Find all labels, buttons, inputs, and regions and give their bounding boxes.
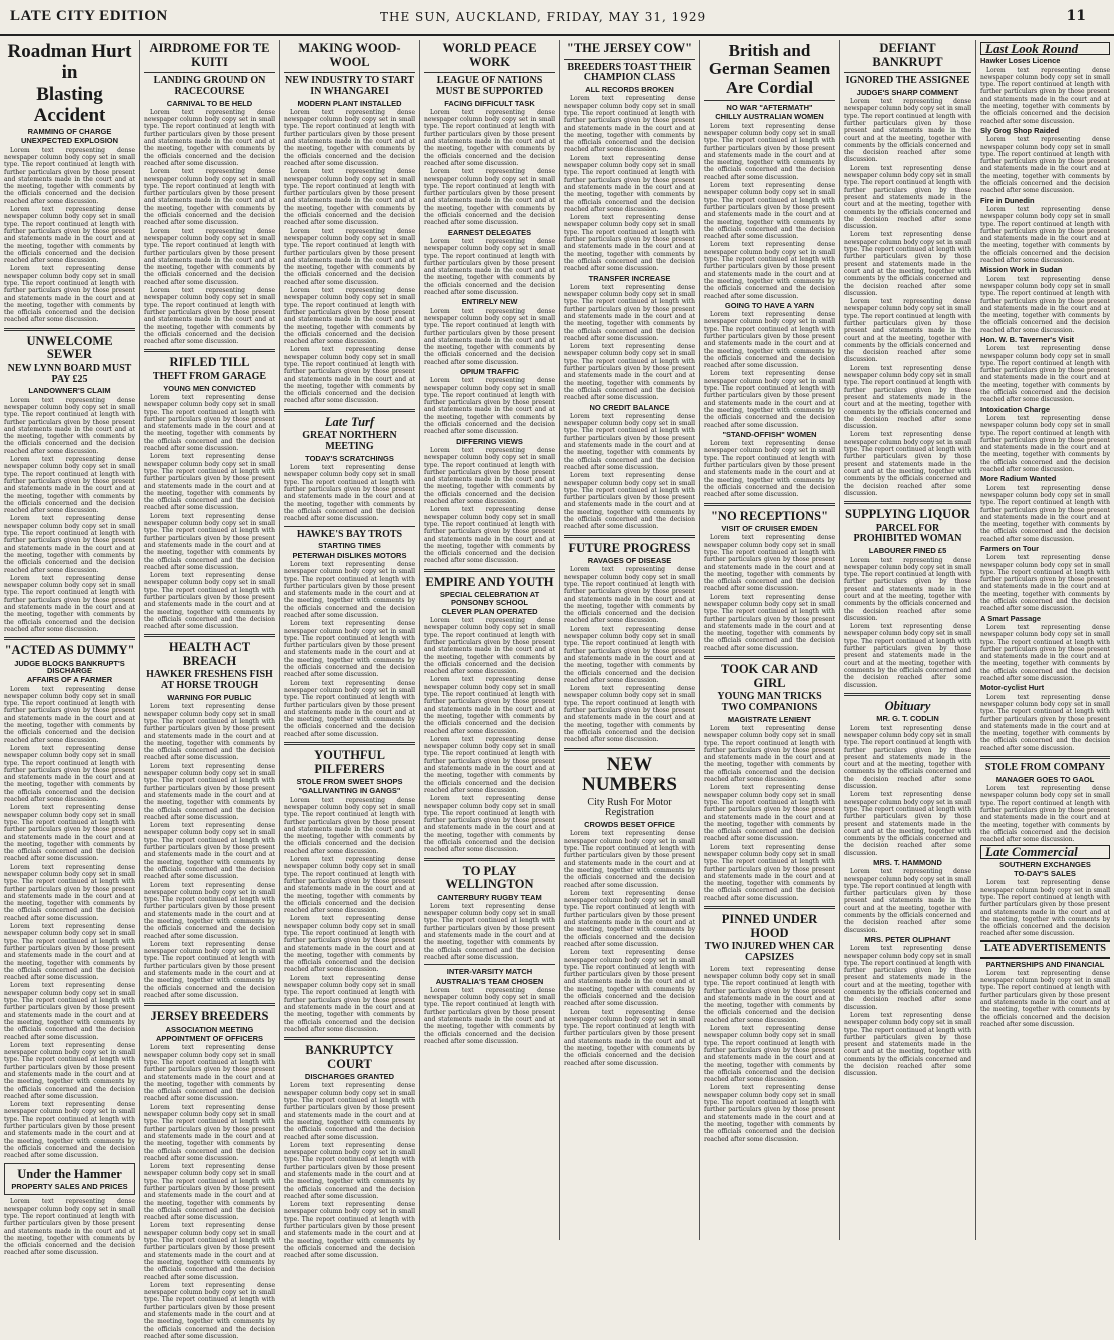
subheading: TRANSFER INCREASE xyxy=(588,273,671,283)
subheading: CARNIVAL TO BE HELD xyxy=(166,98,253,108)
article-text: Lorem text representing dense newspaper column body copy set in small type. The report continued at length with further particulars given by those present and statements made in the court and at the meeting, together with comments by the officials concerned and the decision reached after some discussion. xyxy=(424,108,555,167)
subheading: Hawker Loses Licence xyxy=(980,56,1061,66)
headline: HAWKE'S BAY TROTS xyxy=(296,528,403,540)
article-text: Lorem text representing dense newspaper column body copy set in small type. The report continued at length with further particulars given by those present and statements made in the court and at the meeting, together with comments by the officials concerned and the decision reached after some discussion. xyxy=(844,164,971,231)
article-text: Lorem text representing dense newspaper column body copy set in small type. The report continued at length with further particulars given by those present and statements made in the court and at the meeting, together with comments by the officials concerned and the decision reached after some discussion. xyxy=(704,440,835,499)
article-text: Lorem text representing dense newspaper column body copy set in small type. The report continued at length with further particulars given by those present and statements made in the court and at the meeting, together with comments by the officials concerned and the decision reached after some discussion. xyxy=(564,889,695,948)
article-text: Lorem text representing dense newspaper column body copy set in small type. The report continued at length with further particulars given by those present and statements made in the court and at the meeting, together with comments by the officials concerned and the decision reached after some discussion. xyxy=(844,556,971,622)
article-text: Lorem text representing dense newspaper column body copy set in small type. The report continued at length with further particulars given by those present and statements made in the court and at the meeting, together with comments by the officials concerned and the decision reached after some discussion. xyxy=(424,506,555,565)
headline: "ACTED AS DUMMY" xyxy=(4,643,135,658)
subheading: PETERWAH DISLIKES MOTORS xyxy=(292,550,407,560)
subheading: A Smart Passage xyxy=(980,613,1042,623)
subheading: CANTERBURY RUGBY TEAM xyxy=(437,892,542,902)
column-4 xyxy=(420,40,560,1240)
headline: IGNORED THE ASSIGNEE xyxy=(845,75,970,86)
subheading: Farmers on Tour xyxy=(980,544,1040,553)
subheading: CROWDS BESET OFFICE xyxy=(584,820,675,830)
article-text: Lorem text representing dense newspaper column body copy set in small type. The report continued at length with further particulars given by those present and statements made in the court and at the meeting, together with comments by the officials concerned and the decision reached after some discussion. xyxy=(284,856,415,915)
article-text: Lorem text representing dense newspaper column body copy set in small type. The report continued at length with further particulars given by those present and statements made in the court and at the meeting, together with comments by the officials concerned and the decision reached after some discussion. xyxy=(704,843,835,902)
article-text: Lorem text representing dense newspaper column body copy set in small type. The report continued at length with further particulars given by those present and statements made in the court and at the meeting, together with comments by the officials concerned and the decision reached after some discussion. xyxy=(424,795,555,854)
headline: GREAT NORTHERN MEETING xyxy=(302,430,397,453)
article-text: Lorem text representing dense newspaper column body copy set in small type. The report continued at length with further particulars given by those present and statements made in the court and at the meeting, together with comments by the officials concerned and the decision reached after some discussion. xyxy=(844,298,971,364)
headline: MAKING WOOD-WOOL xyxy=(298,41,401,69)
column-2 xyxy=(140,40,280,1340)
article-text: Lorem text representing dense newspaper column body copy set in small type. The report continued at length with further particulars given by those present and statements made in the court and at the meeting, together with comments by the officials concerned and the decision reached after some discussion. xyxy=(704,1084,835,1143)
headline: HEALTH ACT BREACH xyxy=(168,640,251,668)
article-text: Lorem text representing dense newspaper column body copy set in small type. The report continued at length with further particulars given by those present and statements made in the court and at the meeting, together with comments by the officials concerned and the decision reached after some discussion. xyxy=(424,735,555,794)
article-text: Lorem text representing dense newspaper column body copy set in small type. The report continued at length with further particulars given by those present and statements made in the court and at the meeting, together with comments by the officials concerned and the decision reached after some discussion. xyxy=(4,685,135,744)
article-text: Lorem text representing dense newspaper column body copy set in small type. The report continued at length with further particulars given by those present and statements made in the court and at the meeting, together with comments by the officials concerned and the decision reached after some discussion. xyxy=(844,945,971,1011)
article-text: Lorem text representing dense newspaper column body copy set in small type. The report continued at length with further particulars given by those present and statements made in the court and at the meeting, together with comments by the officials concerned and the decision reached after some discussion. xyxy=(284,915,415,974)
subheading: FACING DIFFICULT TASK xyxy=(444,98,535,108)
subheading: APPOINTMENT OF OFFICERS xyxy=(155,1034,264,1044)
headline: HAWKER FRESHENS FISH AT HORSE TROUGH xyxy=(146,669,273,692)
article-text: Lorem text representing dense newspaper column body copy set in small type. The report continued at length with further particulars given by those present and statements made in the court and at the meeting, together with comments by the officials concerned and the decision reached after some discussion. xyxy=(704,534,835,593)
subheading: NO WAR "AFTERMATH" xyxy=(726,103,813,113)
subheading: LABOURER FINED £5 xyxy=(868,546,947,556)
article-text: Lorem text representing dense newspaper column body copy set in small type. The report continued at length with further particulars given by those present and statements made in the court and at the meeting, together with comments by the officials concerned and the decision reached after some discussion. xyxy=(284,287,415,346)
headline: "THE JERSEY COW" xyxy=(566,41,693,55)
section-heading: Obituary xyxy=(884,698,931,713)
article-text: Lorem text representing dense newspaper column body copy set in small type. The report continued at length with further particulars given by those present and statements made in the court and at the meeting, together with comments by the officials concerned and the decision reached after some discussion. xyxy=(980,879,1110,938)
article-text: Lorem text representing dense newspaper column body copy set in small type. The report continued at length with further particulars given by those present and statements made in the court and at the meeting, together with comments by the officials concerned and the decision reached after some discussion. xyxy=(4,744,135,804)
article-text: Lorem text representing dense newspaper column body copy set in small type. The report continued at length with further particulars given by those present and statements made in the court and at the meeting, together with comments by the officials concerned and the decision reached after some discussion. xyxy=(4,982,135,1041)
subheading: VISIT OF CRUISER EMDEN xyxy=(721,524,818,534)
subheading: STARTING TIMES xyxy=(318,541,381,551)
subheading: MRS. PETER OLIPHANT xyxy=(864,934,951,944)
page-number: 11 xyxy=(1066,8,1086,24)
article-text: Lorem text representing dense newspaper column body copy set in small type. The report continued at length with further particulars given by those present and statements made in the court and at the meeting, together with comments by the officials concerned and the decision reached after some discussion. xyxy=(564,412,695,471)
column-7 xyxy=(840,40,976,1240)
article-text: Lorem text representing dense newspaper column body copy set in small type. The report continued at length with further particulars given by those present and statements made in the court and at the meeting, together with comments by the officials concerned and the decision reached after some discussion. xyxy=(144,1103,275,1162)
article-text: Lorem text representing dense newspaper column body copy set in small type. The report continued at length with further particulars given by those present and statements made in the court and at the meeting, together with comments by the officials concerned and the decision reached after some discussion. xyxy=(844,1011,971,1078)
article-text: Lorem text representing dense newspaper column body copy set in small type. The report continued at length with further particulars given by those present and statements made in the court and at the meeting, together with comments by the officials concerned and the decision reached after some discussion. xyxy=(144,1044,275,1103)
subheading: MAGISTRATE LENIENT xyxy=(727,714,812,724)
article-text: Lorem text representing dense newspaper column body copy set in small type. The report continued at length with further particulars given by those present and statements made in the court and at the meeting, together with comments by the officials concerned and the decision reached after some discussion. xyxy=(980,554,1110,613)
article-text: Lorem text representing dense newspaper column body copy set in small type. The report continued at length with further particulars given by those present and statements made in the court and at the meeting, together with comments by the officials concerned and the decision reached after some discussion. xyxy=(424,676,555,735)
article-text: Lorem text representing dense newspaper column body copy set in small type. The report continued at length with further particulars given by those present and statements made in the court and at the meeting, together with comments by the officials concerned and the decision reached after some discussion. xyxy=(144,940,275,999)
article-text: Lorem text representing dense newspaper column body copy set in small type. The report continued at length with further particulars given by those present and statements made in the court and at the meeting, together with comments by the officials concerned and the decision reached after some discussion. xyxy=(980,136,1110,195)
article-text: Lorem text representing dense newspaper column body copy set in small type. The report continued at length with further particulars given by those present and statements made in the court and at the meeting, together with comments by the officials concerned and the decision reached after some discussion. xyxy=(564,214,695,273)
article-text: Lorem text representing dense newspaper column body copy set in small type. The report continued at length with further particulars given by those present and statements made in the court and at the meeting, together with comments by the officials concerned and the decision reached after some discussion. xyxy=(284,974,415,1033)
subheading: MRS. T. HAMMOND xyxy=(873,858,942,867)
article-text: Lorem text representing dense newspaper column body copy set in small type. The report continued at length with further particulars given by those present and statements made in the court and at the meeting, together with comments by the officials concerned and the decision reached after some discussion. xyxy=(284,1082,415,1141)
paper-title-date: THE SUN, AUCKLAND, FRIDAY, MAY 31, 1929 xyxy=(380,10,707,24)
article-text: Lorem text representing dense newspaper column body copy set in small type. The report continued at length with further particulars given by those present and statements made in the court and at the meeting, together with comments by the officials concerned and the decision reached after some discussion. xyxy=(704,965,835,1024)
article-text: Lorem text representing dense newspaper column body copy set in small type. The report continued at length with further particulars given by those present and statements made in the court and at the meeting, together with comments by the officials concerned and the decision reached after some discussion. xyxy=(980,205,1110,265)
article-text: Lorem text representing dense newspaper column body copy set in small type. The report continued at length with further particulars given by those present and statements made in the court and at the meeting, together with comments by the officials concerned and the decision reached after some discussion. xyxy=(4,863,135,922)
subheading: Motor-cyclist Hurt xyxy=(980,683,1045,693)
article-text: Lorem text representing dense newspaper column body copy set in small type. The report continued at length with further particulars given by those present and statements made in the court and at the meeting, together with comments by the officials concerned and the decision reached after some discussion. xyxy=(4,574,135,633)
article-text: Lorem text representing dense newspaper column body copy set in small type. The report continued at length with further particulars given by those present and statements made in the court and at the meeting, together with comments by the officials concerned and the decision reached after some discussion. xyxy=(980,623,1110,683)
article-text: Lorem text representing dense newspaper column body copy set in small type. The report continued at length with further particulars given by those present and statements made in the court and at the meeting, together with comments by the officials concerned and the decision reached after some discussion. xyxy=(144,287,275,346)
headline: YOUNG MAN TRICKS TWO COMPANIONS xyxy=(717,691,822,713)
subheading: NO CREDIT BALANCE xyxy=(589,402,670,412)
subheading: MANAGER GOES TO GAOL xyxy=(995,774,1095,784)
article-text: Lorem text representing dense newspaper column body copy set in small type. The report continued at length with further particulars given by those present and statements made in the court and at the meeting, together with comments by the officials concerned and the decision reached after some discussion. xyxy=(144,762,275,821)
subheading: DIFFERING VIEWS xyxy=(456,436,523,446)
column-1 xyxy=(0,40,140,1257)
article-text: Lorem text representing dense newspaper column body copy set in small type. The report continued at length with further particulars given by those present and statements made in the court and at the meeting, together with comments by the officials concerned and the decision reached after some discussion. xyxy=(704,1025,835,1084)
article-text: Lorem text representing dense newspaper column body copy set in small type. The report continued at length with further particulars given by those present and statements made in the court and at the meeting, together with comments by the officials concerned and the decision reached after some discussion. xyxy=(564,1008,695,1067)
article-text: Lorem text representing dense newspaper column body copy set in small type. The report continued at length with further particulars given by those present and statements made in the court and at the meeting, together with comments by the officials concerned and the decision reached after some discussion. xyxy=(144,512,275,571)
subheading: EARNEST DELEGATES xyxy=(447,227,532,237)
headline: STOLE FROM COMPANY xyxy=(984,762,1106,774)
article-text: Lorem text representing dense newspaper column body copy set in small type. The report continued at length with further particulars given by those present and statements made in the court and at the meeting, together with comments by the officials concerned and the decision reached after some discussion. xyxy=(144,572,275,631)
subheading: MR. G. T. CODLIN xyxy=(876,714,939,724)
section-heading: Late Turf xyxy=(324,414,375,429)
article-text: Lorem text representing dense newspaper column body copy set in small type. The report continued at length with further particulars given by those present and statements made in the court and at the meeting, together with comments by the officials concerned and the decision reached after some discussion. xyxy=(844,431,971,497)
article-text: Lorem text representing dense newspaper column body copy set in small type. The report continued at length with further particulars given by those present and statements made in the court and at the meeting, together with comments by the officials concerned and the decision reached after some discussion. xyxy=(564,685,695,744)
headline: British and German Seamen Are Cordial xyxy=(708,41,831,97)
article-text: Lorem text representing dense newspaper column body copy set in small type. The report continued at length with further particulars given by those present and statements made in the court and at the meeting, together with comments by the officials concerned and the decision reached after some discussion. xyxy=(704,724,835,784)
article-text: Lorem text representing dense newspaper column body copy set in small type. The report continued at length with further particulars given by those present and statements made in the court and at the meeting, together with comments by the officials concerned and the decision reached after some discussion. xyxy=(980,414,1110,474)
headline: TOOK CAR AND GIRL xyxy=(720,662,818,690)
article-text: Lorem text representing dense newspaper column body copy set in small type. The report continued at length with further particulars given by those present and statements made in the court and at the meeting, together with comments by the officials concerned and the decision reached after some discussion. xyxy=(704,593,835,652)
article-text: Lorem text representing dense newspaper column body copy set in small type. The report continued at length with further particulars given by those present and statements made in the court and at the meeting, together with comments by the officials concerned and the decision reached after some discussion. xyxy=(144,453,275,512)
article-text: Lorem text representing dense newspaper column body copy set in small type. The report continued at length with further particulars given by those present and statements made in the court and at the meeting, together with comments by the officials concerned and the decision reached after some discussion. xyxy=(4,456,135,515)
headline: TO PLAY WELLINGTON xyxy=(445,863,534,892)
headline: BREEDERS TOAST THEIR CHAMPION CLASS xyxy=(567,61,692,84)
article-text: Lorem text representing dense newspaper column body copy set in small type. The report continued at length with further particulars given by those present and statements made in the court and at the meeting, together with comments by the officials concerned and the decision reached after some discussion. xyxy=(4,515,135,574)
subheading: PARTNERSHIPS AND FINANCIAL xyxy=(985,959,1105,969)
subheading: CHILLY AUSTRALIAN WOMEN xyxy=(715,112,824,122)
article-text: Lorem text representing dense newspaper column body copy set in small type. The report continued at length with further particulars given by those present and statements made in the court and at the meeting, together with comments by the officials concerned and the decision reached after some discussion. xyxy=(980,693,1110,752)
article-text: Lorem text representing dense newspaper column body copy set in small type. The report continued at length with further particulars given by those present and statements made in the court and at the meeting, together with comments by the officials concerned and the decision reached after some discussion. xyxy=(284,1201,415,1260)
subheading: Intoxication Charge xyxy=(980,404,1051,414)
article-text: Lorem text representing dense newspaper column body copy set in small type. The report continued at length with further particulars given by those present and statements made in the court and at the meeting, together with comments by the officials concerned and the decision reached after some discussion. xyxy=(564,566,695,625)
article-text: Lorem text representing dense newspaper column body copy set in small type. The report continued at length with further particulars given by those present and statements made in the court and at the meeting, together with comments by the officials concerned and the decision reached after some discussion. xyxy=(564,949,695,1008)
headline: UNWELCOME SEWER xyxy=(26,333,113,362)
headline: LANDING GROUND ON RACECOURSE xyxy=(153,75,266,97)
article-text: Lorem text representing dense newspaper column body copy set in small type. The report continued at length with further particulars given by those present and statements made in the court and at the meeting, together with comments by the officials concerned and the decision reached after some discussion. xyxy=(4,206,135,265)
headline: Roadman Hurt in xyxy=(7,41,132,83)
column-3 xyxy=(280,40,420,1260)
headline: "NO RECEPTIONS" xyxy=(710,508,829,523)
article-text: Lorem text representing dense newspaper column body copy set in small type. The report continued at length with further particulars given by those present and statements made in the court and at the meeting, together with comments by the officials concerned and the decision reached after some discussion. xyxy=(4,1101,135,1160)
headline: TWO INJURED WHEN CAR CAPSIZES xyxy=(704,941,835,963)
article-text: Lorem text representing dense newspaper column body copy set in small type. The report continued at length with further particulars given by those present and statements made in the court and at the meeting, together with comments by the officials concerned and the decision reached after some discussion. xyxy=(4,923,135,982)
headline: LEAGUE OF NATIONS MUST BE SUPPORTED xyxy=(435,75,544,97)
article-text: Lorem text representing dense newspaper column body copy set in small type. The report continued at length with further particulars given by those present and statements made in the court and at the meeting, together with comments by the officials concerned and the decision reached after some discussion. xyxy=(424,902,555,961)
article-text: Lorem text representing dense newspaper column body copy set in small type. The report continued at length with further particulars given by those present and statements made in the court and at the meeting, together with comments by the officials concerned and the decision reached after some discussion. xyxy=(4,1041,135,1100)
subheading: GOING TO HAVE A YARN xyxy=(724,300,815,310)
article-text: Lorem text representing dense newspaper column body copy set in small type. The report continued at length with further particulars given by those present and statements made in the court and at the meeting, together with comments by the officials concerned and the decision reached after some discussion. xyxy=(704,182,835,241)
headline: EMPIRE AND YOUTH xyxy=(425,574,554,589)
article-text: Lorem text representing dense newspaper column body copy set in small type. The report continued at length with further particulars given by those present and statements made in the court and at the meeting, together with comments by the officials concerned and the decision reached after some discussion. xyxy=(704,311,835,370)
section-heading: Last Look Round xyxy=(980,42,1110,55)
subheading: MODERN PLANT INSTALLED xyxy=(297,98,402,108)
article-text: Lorem text representing dense newspaper column body copy set in small type. The report continued at length with further particulars given by those present and statements made in the court and at the meeting, together with comments by the officials concerned and the decision reached after some discussion. xyxy=(144,1163,275,1222)
headline: RIFLED TILL xyxy=(169,355,250,370)
subheading: JUDGE BLOCKS BANKRUPT'S DISCHARGE xyxy=(14,658,125,675)
subheading: SOUTHERN EXCHANGES xyxy=(999,859,1091,869)
section-heading: Under the Hammer xyxy=(17,1166,122,1181)
article-text: Lorem text representing dense newspaper column body copy set in small type. The report continued at length with further particulars given by those present and statements made in the court and at the meeting, together with comments by the officials concerned and the decision reached after some discussion. xyxy=(4,146,135,205)
article-text: Lorem text representing dense newspaper column body copy set in small type. The report continued at length with further particulars given by those present and statements made in the court and at the meeting, together with comments by the officials concerned and the decision reached after some discussion. xyxy=(844,791,971,857)
article-text: Lorem text representing dense newspaper column body copy set in small type. The report continued at length with further particulars given by those present and statements made in the court and at the meeting, together with comments by the officials concerned and the decision reached after some discussion. xyxy=(4,1198,135,1257)
article-text: Lorem text representing dense newspaper column body copy set in small type. The report continued at length with further particulars given by those present and statements made in the court and at the meeting, together with comments by the officials concerned and the decision reached after some discussion. xyxy=(424,377,555,436)
subheading: ALL RECORDS BROKEN xyxy=(585,85,674,95)
headline: SUPPLYING LIQUOR xyxy=(845,507,970,522)
article-text: Lorem text representing dense newspaper column body copy set in small type. The report continued at length with further particulars given by those present and statements made in the court and at the meeting, together with comments by the officials concerned and the decision reached after some discussion. xyxy=(844,231,971,297)
subheading: INTER-VARSITY MATCH xyxy=(446,967,533,977)
headline: JERSEY BREEDERS xyxy=(150,1009,269,1024)
subheading: Fire in Dunedin xyxy=(980,195,1035,205)
headline: Blasting Accident xyxy=(33,84,106,126)
article-text: Lorem text representing dense newspaper column body copy set in small type. The report continued at length with further particulars given by those present and statements made in the court and at the meeting, together with comments by the officials concerned and the decision reached after some discussion. xyxy=(144,393,275,453)
article-text: Lorem text representing dense newspaper column body copy set in small type. The report continued at length with further particulars given by those present and statements made in the court and at the meeting, together with comments by the officials concerned and the decision reached after some discussion. xyxy=(424,168,555,227)
article-text: Lorem text representing dense newspaper column body copy set in small type. The report continued at length with further particulars given by those present and statements made in the court and at the meeting, together with comments by the officials concerned and the decision reached after some discussion. xyxy=(980,345,1110,404)
article-text: Lorem text representing dense newspaper column body copy set in small type. The report continued at length with further particulars given by those present and statements made in the court and at the meeting, together with comments by the officials concerned and the decision reached after some discussion. xyxy=(844,623,971,689)
headline: THEFT FROM GARAGE xyxy=(152,370,267,382)
subheading: More Radium Wanted xyxy=(980,474,1057,484)
headline: DEFIANT BANKRUPT xyxy=(872,41,943,69)
headline: NEW INDUSTRY TO START IN WHANGAREI xyxy=(284,75,415,97)
article-text: Lorem text representing dense newspaper column body copy set in small type. The report continued at length with further particulars given by those present and statements made in the court and at the meeting, together with comments by the officials concerned and the decision reached after some discussion. xyxy=(284,560,415,619)
headline: BANKRUPTCY COURT xyxy=(305,1043,394,1071)
subheading: SPECIAL CELEBRATION AT PONSONBY SCHOOL xyxy=(439,590,540,607)
subheading: JUDGE'S SHARP COMMENT xyxy=(856,87,959,97)
article-text: Lorem text representing dense newspaper column body copy set in small type. The report continued at length with further particulars given by those present and statements made in the court and at the meeting, together with comments by the officials concerned and the decision reached after some discussion. xyxy=(144,168,275,227)
article-text: Lorem text representing dense newspaper column body copy set in small type. The report continued at length with further particulars given by those present and statements made in the court and at the meeting, together with comments by the officials concerned and the decision reached after some discussion. xyxy=(564,343,695,402)
article-text: Lorem text representing dense newspaper column body copy set in small type. The report continued at length with further particulars given by those present and statements made in the court and at the meeting, together with comments by the officials concerned and the decision reached after some discussion. xyxy=(284,796,415,855)
article-text: Lorem text representing dense newspaper column body copy set in small type. The report continued at length with further particulars given by those present and statements made in the court and at the meeting, together with comments by the officials concerned and the decision reached after some discussion. xyxy=(704,241,835,300)
article-text: Lorem text representing dense newspaper column body copy set in small type. The report continued at length with further particulars given by those present and statements made in the court and at the meeting, together with comments by the officials concerned and the decision reached after some discussion. xyxy=(844,724,971,791)
article-text: Lorem text representing dense newspaper column body copy set in small type. The report continued at length with further particulars given by those present and statements made in the court and at the meeting, together with comments by the officials concerned and the decision reached after some discussion. xyxy=(424,307,555,366)
subheading: Hon. W. B. Taverner's Visit xyxy=(980,334,1075,344)
subheading: STOLE FROM SWEET SHOPS xyxy=(296,777,403,787)
article-text: Lorem text representing dense newspaper column body copy set in small type. The report continued at length with further particulars given by those present and statements made in the court and at the meeting, together with comments by the officials concerned and the decision reached after some discussion. xyxy=(564,154,695,213)
article-text: Lorem text representing dense newspaper column body copy set in small type. The report continued at length with further particulars given by those present and statements made in the court and at the meeting, together with comments by the officials concerned and the decision reached after some discussion. xyxy=(284,346,415,405)
headline: FUTURE PROGRESS xyxy=(568,540,691,555)
column-8 xyxy=(976,40,1114,1240)
article-text: Lorem text representing dense newspaper column body copy set in small type. The report continued at length with further particulars given by those present and statements made in the court and at the meeting, together with comments by the officials concerned and the decision reached after some discussion. xyxy=(704,122,835,181)
article-text: Lorem text representing dense newspaper column body copy set in small type. The report continued at length with further particulars given by those present and statements made in the court and at the meeting, together with comments by the officials concerned and the decision reached after some discussion. xyxy=(4,396,135,455)
subheading: "GALLIVANTING IN GANGS" xyxy=(298,786,401,796)
subheading: LANDOWNER'S CLAIM xyxy=(28,386,111,396)
article-text: Lorem text representing dense newspaper column body copy set in small type. The report continued at length with further particulars given by those present and statements made in the court and at the meeting, together with comments by the officials concerned and the decision reached after some discussion. xyxy=(424,446,555,506)
section-heading: LATE ADVERTISEMENTS xyxy=(980,940,1110,959)
subheading: YOUNG MEN CONVICTED xyxy=(163,383,256,393)
article-text: Lorem text representing dense newspaper column body copy set in small type. The report continued at length with further particulars given by those present and statements made in the court and at the meeting, together with comments by the officials concerned and the decision reached after some discussion. xyxy=(564,625,695,684)
headline: AIRDROME FOR TE KUITI xyxy=(149,41,270,69)
headline: YOUTHFUL PILFERERS xyxy=(314,748,385,776)
article-text: Lorem text representing dense newspaper column body copy set in small type. The report continued at length with further particulars given by those present and statements made in the court and at the meeting, together with comments by the officials concerned and the decision reached after some discussion. xyxy=(980,66,1110,125)
article-text: Lorem text representing dense newspaper column body copy set in small type. The report continued at length with further particulars given by those present and statements made in the court and at the meeting, together with comments by the officials concerned and the decision reached after some discussion. xyxy=(284,679,415,738)
subheading: RAVAGES OF DISEASE xyxy=(587,556,672,566)
subheading: PROPERTY SALES AND PRICES xyxy=(11,1182,128,1192)
article-text: Lorem text representing dense newspaper column body copy set in small type. The report continued at length with further particulars given by those present and statements made in the court and at the meeting, together with comments by the officials concerned and the decision reached after some discussion. xyxy=(844,364,971,431)
headline: WORLD PEACE WORK xyxy=(442,41,537,69)
subheading: UNEXPECTED EXPLOSION xyxy=(20,136,119,146)
masthead xyxy=(0,0,1114,36)
subheading: Sly Grog Shop Raided xyxy=(980,125,1060,135)
article-text: Lorem text representing dense newspaper column body copy set in small type. The report continued at length with further particulars given by those present and statements made in the court and at the meeting, together with comments by the officials concerned and the decision reached after some discussion. xyxy=(284,108,415,167)
subheading: TO-DAY'S SALES xyxy=(1014,869,1076,879)
subheading: AUSTRALIA'S TEAM CHOSEN xyxy=(435,976,544,986)
subheading: RAMMING OF CHARGE xyxy=(27,127,112,137)
column-5 xyxy=(560,40,700,1240)
subheading: AFFAIRS OF A FARMER xyxy=(26,675,113,685)
article-text: Lorem text representing dense newspaper column body copy set in small type. The report continued at length with further particulars given by those present and statements made in the court and at the meeting, together with comments by the officials concerned and the decision reached after some discussion. xyxy=(424,986,555,1045)
subheading: WARNING FOR PUBLIC xyxy=(167,693,252,703)
article-text: Lorem text representing dense newspaper column body copy set in small type. The report continued at length with further particulars given by those present and statements made in the court and at the meeting, together with comments by the officials concerned and the decision reached after some discussion. xyxy=(144,1281,275,1340)
article-text: Lorem text representing dense newspaper column body copy set in small type. The report continued at length with further particulars given by those present and statements made in the court and at the meeting, together with comments by the officials concerned and the decision reached after some discussion. xyxy=(704,784,835,843)
article-text: Lorem text representing dense newspaper column body copy set in small type. The report continued at length with further particulars given by those present and statements made in the court and at the meeting, together with comments by the officials concerned and the decision reached after some discussion. xyxy=(424,617,555,676)
subheading: ASSOCIATION MEETING xyxy=(165,1024,254,1034)
article-text: Lorem text representing dense newspaper column body copy set in small type. The report continued at length with further particulars given by those present and statements made in the court and at the meeting, together with comments by the officials concerned and the decision reached after some discussion. xyxy=(144,881,275,940)
subheading: CLEVER PLAN OPERATED xyxy=(441,606,538,616)
article-text: Lorem text representing dense newspaper column body copy set in small type. The report continued at length with further particulars given by those present and statements made in the court and at the meeting, together with comments by the officials concerned and the decision reached after some discussion. xyxy=(704,370,835,429)
headline: NEW NUMBERS xyxy=(581,753,677,796)
article-text: Lorem text representing dense newspaper column body copy set in small type. The report continued at length with further particulars given by those present and statements made in the court and at the meeting, together with comments by the officials concerned and the decision reached after some discussion. xyxy=(284,1141,415,1200)
article-text: Lorem text representing dense newspaper column body copy set in small type. The report continued at length with further particulars given by those present and statements made in the court and at the meeting, together with comments by the officials concerned and the decision reached after some discussion. xyxy=(284,620,415,679)
headline: PARCEL FOR PROHIBITED WOMAN xyxy=(853,522,962,545)
article-text: Lorem text representing dense newspaper column body copy set in small type. The report continued at length with further particulars given by those present and statements made in the court and at the meeting, together with comments by the officials concerned and the decision reached after some discussion. xyxy=(284,227,415,286)
headline: PINNED UNDER HOOD xyxy=(721,912,818,940)
article-text: Lorem text representing dense newspaper column body copy set in small type. The report continued at length with further particulars given by those present and statements made in the court and at the meeting, together with comments by the officials concerned and the decision reached after some discussion. xyxy=(564,283,695,342)
headline: City Rush For Motor Registration xyxy=(587,796,672,819)
subheading: "STAND-OFFISH" WOMEN xyxy=(722,429,817,439)
article-text: Lorem text representing dense newspaper column body copy set in small type. The report continued at length with further particulars given by those present and statements made in the court and at the meeting, together with comments by the officials concerned and the decision reached after some discussion. xyxy=(284,168,415,227)
article-text: Lorem text representing dense newspaper column body copy set in small type. The report continued at length with further particulars given by those present and statements made in the court and at the meeting, together with comments by the officials concerned and the decision reached after some discussion. xyxy=(564,95,695,154)
article-text: Lorem text representing dense newspaper column body copy set in small type. The report continued at length with further particulars given by those present and statements made in the court and at the meeting, together with comments by the officials concerned and the decision reached after some discussion. xyxy=(980,969,1110,1028)
article-text: Lorem text representing dense newspaper column body copy set in small type. The report continued at length with further particulars given by those present and statements made in the court and at the meeting, together with comments by the officials concerned and the decision reached after some discussion. xyxy=(980,785,1110,844)
subheading: ENTIRELY NEW xyxy=(461,297,518,307)
article-text: Lorem text representing dense newspaper column body copy set in small type. The report continued at length with further particulars given by those present and statements made in the court and at the meeting, together with comments by the officials concerned and the decision reached after some discussion. xyxy=(284,464,415,523)
article-text: Lorem text representing dense newspaper column body copy set in small type. The report continued at length with further particulars given by those present and statements made in the court and at the meeting, together with comments by the officials concerned and the decision reached after some discussion. xyxy=(844,98,971,164)
article-text: Lorem text representing dense newspaper column body copy set in small type. The report continued at length with further particulars given by those present and statements made in the court and at the meeting, together with comments by the officials concerned and the decision reached after some discussion. xyxy=(844,868,971,934)
article-text: Lorem text representing dense newspaper column body copy set in small type. The report continued at length with further particulars given by those present and statements made in the court and at the meeting, together with comments by the officials concerned and the decision reached after some discussion. xyxy=(144,1222,275,1281)
article-text: Lorem text representing dense newspaper column body copy set in small type. The report continued at length with further particulars given by those present and statements made in the court and at the meeting, together with comments by the officials concerned and the decision reached after some discussion. xyxy=(4,804,135,863)
subheading: DISCHARGES GRANTED xyxy=(304,1072,395,1082)
edition-label: LATE CITY EDITION xyxy=(10,8,168,24)
subheading: TODAY'S SCRATCHINGS xyxy=(305,453,394,463)
article-text: Lorem text representing dense newspaper column body copy set in small type. The report continued at length with further particulars given by those present and statements made in the court and at the meeting, together with comments by the officials concerned and the decision reached after some discussion. xyxy=(980,484,1110,543)
article-text: Lorem text representing dense newspaper column body copy set in small type. The report continued at length with further particulars given by those present and statements made in the court and at the meeting, together with comments by the officials concerned and the decision reached after some discussion. xyxy=(144,822,275,881)
article-text: Lorem text representing dense newspaper column body copy set in small type. The report continued at length with further particulars given by those present and statements made in the court and at the meeting, together with comments by the officials concerned and the decision reached after some discussion. xyxy=(144,227,275,286)
article-text: Lorem text representing dense newspaper column body copy set in small type. The report continued at length with further particulars given by those present and statements made in the court and at the meeting, together with comments by the officials concerned and the decision reached after some discussion. xyxy=(424,237,555,297)
subheading: Mission Work in Sudan xyxy=(980,265,1063,275)
headline: NEW LYNN BOARD MUST PAY £25 xyxy=(7,362,132,385)
article-text: Lorem text representing dense newspaper column body copy set in small type. The report continued at length with further particulars given by those present and statements made in the court and at the meeting, together with comments by the officials concerned and the decision reached after some discussion. xyxy=(564,472,695,531)
article-text: Lorem text representing dense newspaper column body copy set in small type. The report continued at length with further particulars given by those present and statements made in the court and at the meeting, together with comments by the officials concerned and the decision reached after some discussion. xyxy=(144,703,275,762)
section-heading: Late Commercial xyxy=(980,845,1110,858)
article-text: Lorem text representing dense newspaper column body copy set in small type. The report continued at length with further particulars given by those present and statements made in the court and at the meeting, together with comments by the officials concerned and the decision reached after some discussion. xyxy=(4,265,135,324)
article-text: Lorem text representing dense newspaper column body copy set in small type. The report continued at length with further particulars given by those present and statements made in the court and at the meeting, together with comments by the officials concerned and the decision reached after some discussion. xyxy=(144,108,275,167)
subheading: OPIUM TRAFFIC xyxy=(460,366,519,376)
article-text: Lorem text representing dense newspaper column body copy set in small type. The report continued at length with further particulars given by those present and statements made in the court and at the meeting, together with comments by the officials concerned and the decision reached after some discussion. xyxy=(980,275,1110,334)
article-text: Lorem text representing dense newspaper column body copy set in small type. The report continued at length with further particulars given by those present and statements made in the court and at the meeting, together with comments by the officials concerned and the decision reached after some discussion. xyxy=(564,830,695,889)
column-6 xyxy=(700,40,840,1240)
